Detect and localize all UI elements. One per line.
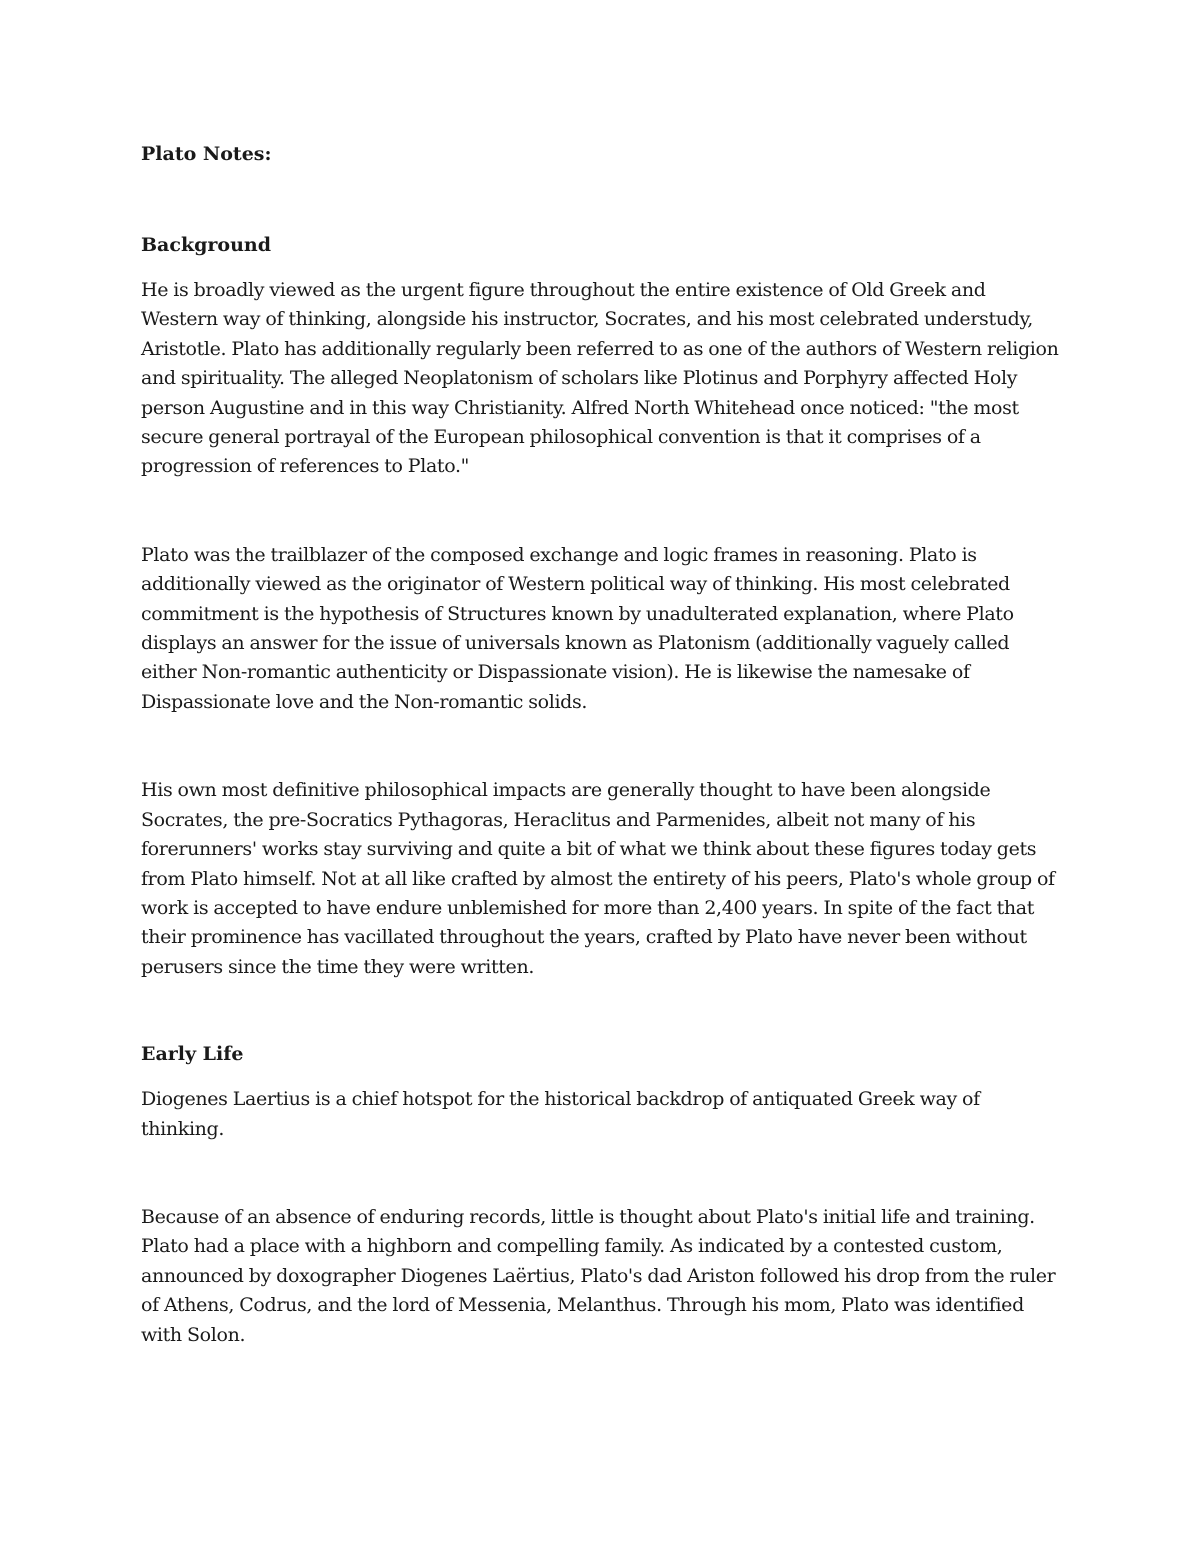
paragraph: He is broadly viewed as the urgent figure throughout the entire existence of Old Greek and Western way of thinking, alongside his instructor, Socrates, and his most celebrated understudy, Aristotle. Plato has additionally regularly been referred to as one of the authors of Western religion and spirituality. The alleged Neoplatonism of scholars like Plotinus and Porphyry affected Holy person Augustine and in this way Christianity. Alfred North Whitehead once noticed: "the most secure general portrayal of the European philosophical convention is that it comprises of a progression of references to Plato." xyxy=(141,279,1059,478)
section-early-life xyxy=(141,1040,1061,1350)
paragraph: Plato was the trailblazer of the composed exchange and logic frames in reasoning. Plato is additionally viewed as the originator of Western political way of thinking. His most celebrated commitment is the hypothesis of Structures known by unadulterated explanation, where Plato displays an answer for the issue of universals known as Platonism (additionally vaguely called either Non-romantic authenticity or Dispassionate vision). He is likewise the namesake of Dispassionate love and the Non-romantic solids. xyxy=(141,543,1014,713)
paragraph: Because of an absence of enduring records, little is thought about Plato's initial life and training. Plato had a place with a highborn and compelling family. As indicated by a contested custom, announced by doxographer Diogenes Laërtius, Plato's dad Ariston followed his drop from the ruler of Athens, Codrus, and the lord of Messenia, Melanthus. Through his mom, Plato was identified with Solon. xyxy=(141,1205,1056,1346)
document-title: Plato Notes: xyxy=(141,143,272,165)
section-background xyxy=(141,231,1061,982)
document-page xyxy=(141,140,1061,1350)
paragraph: Diogenes Laertius is a chief hotspot for the historical backdrop of antiquated Greek way of thinking. xyxy=(141,1088,980,1140)
section-heading-early-life: Early Life xyxy=(141,1043,244,1066)
paragraph: His own most definitive philosophical impacts are generally thought to have been alongside Socrates, the pre-Socratics Pythagoras, Heraclitus and Parmenides, albeit not many of his forerunners' works stay surviving and quite a bit of what we think about these figures today gets from Plato himself. Not at all like crafted by almost the entirety of his peers, Plato's whole group of work is accepted to have endure unblemished for more than 2,400 years. In spite of the fact that their prominence has vacillated throughout the years, crafted by Plato have never been without perusers since the time they were written. xyxy=(141,779,1055,978)
section-heading-background: Background xyxy=(141,234,271,256)
